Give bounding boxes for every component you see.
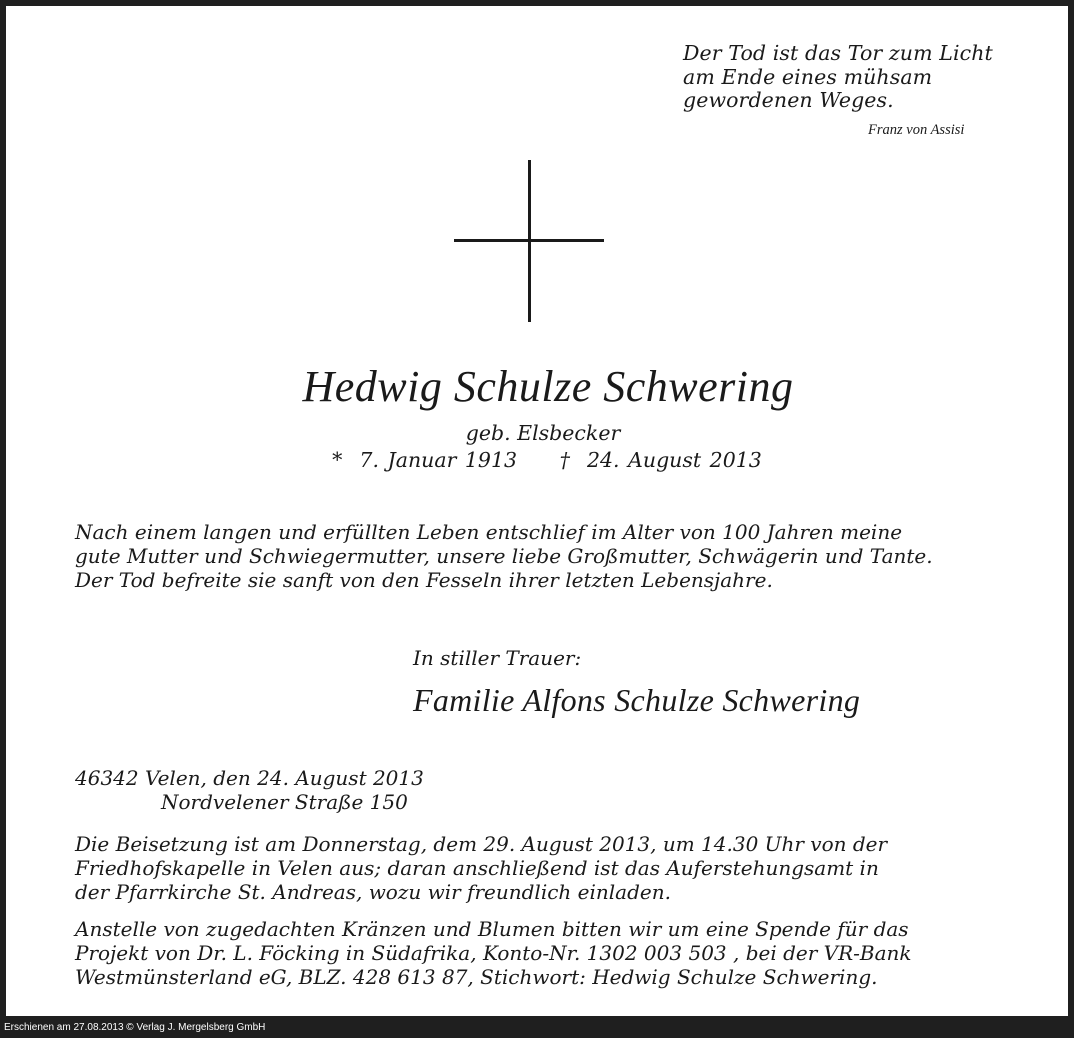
motto-quote (683, 42, 1043, 113)
mourning-label: In stiller Trauer: (413, 646, 582, 670)
obituary-card (6, 6, 1068, 1016)
funeral-text (75, 832, 887, 904)
text-line: Der Tod befreite sie sanft von den Fesseln ihrer letzten Lebensjahre. (75, 568, 773, 592)
text-line: Nach einem langen und erfüllten Leben entschlief im Alter von 100 Jahren meine (75, 520, 903, 544)
text-line: Die Beisetzung ist am Donnerstag, dem 29. August 2013, um 14.30 Uhr von der (75, 832, 888, 856)
death-date: † 24. August 2013 (559, 448, 762, 472)
text-line: Projekt von Dr. L. Föcking in Südafrika, Konto-Nr. 1302 003 503 , bei der VR-Bank (75, 941, 912, 965)
place-date: 46342 Velen, den 24. August 2013 (75, 766, 424, 790)
motto-line: am Ende eines mühsam (683, 64, 933, 89)
announcement-text (75, 520, 933, 592)
donation-text (75, 917, 912, 989)
life-dates (6, 446, 1074, 474)
publication-footer: Erschienen am 27.08.2013 © Verlag J. Mergelsberg GmbH (4, 1022, 266, 1033)
text-line: Friedhofskapelle in Velen aus; daran anschließend ist das Auferstehungsamt in (75, 856, 879, 880)
motto-author: Franz von Assisi (868, 122, 965, 138)
street-address: Nordvelener Straße 150 (161, 790, 408, 814)
text-line: Anstelle von zugedachten Kränzen und Blumen bitten wir um eine Spende für das (75, 917, 909, 941)
text-line: gute Mutter und Schwiegermutter, unsere liebe Großmutter, Schwägerin und Tante. (75, 544, 933, 568)
maiden-name: geb. Elsbecker (465, 421, 621, 445)
cross-icon (454, 160, 604, 322)
motto-line: gewordenen Weges. (683, 88, 894, 112)
text-line: der Pfarrkirche St. Andreas, wozu wir freundlich einladen. (75, 880, 671, 904)
motto-line: Der Tod ist das Tor zum Licht (683, 41, 993, 65)
family-name: Familie Alfons Schulze Schwering (413, 682, 861, 718)
text-line: Westmünsterland eG, BLZ. 428 613 87, Stichwort: Hedwig Schulze Schwering. (75, 965, 878, 989)
deceased-name: Hedwig Schulze Schwering (302, 362, 794, 411)
birth-date: * 7. Januar 1913 (332, 448, 518, 472)
